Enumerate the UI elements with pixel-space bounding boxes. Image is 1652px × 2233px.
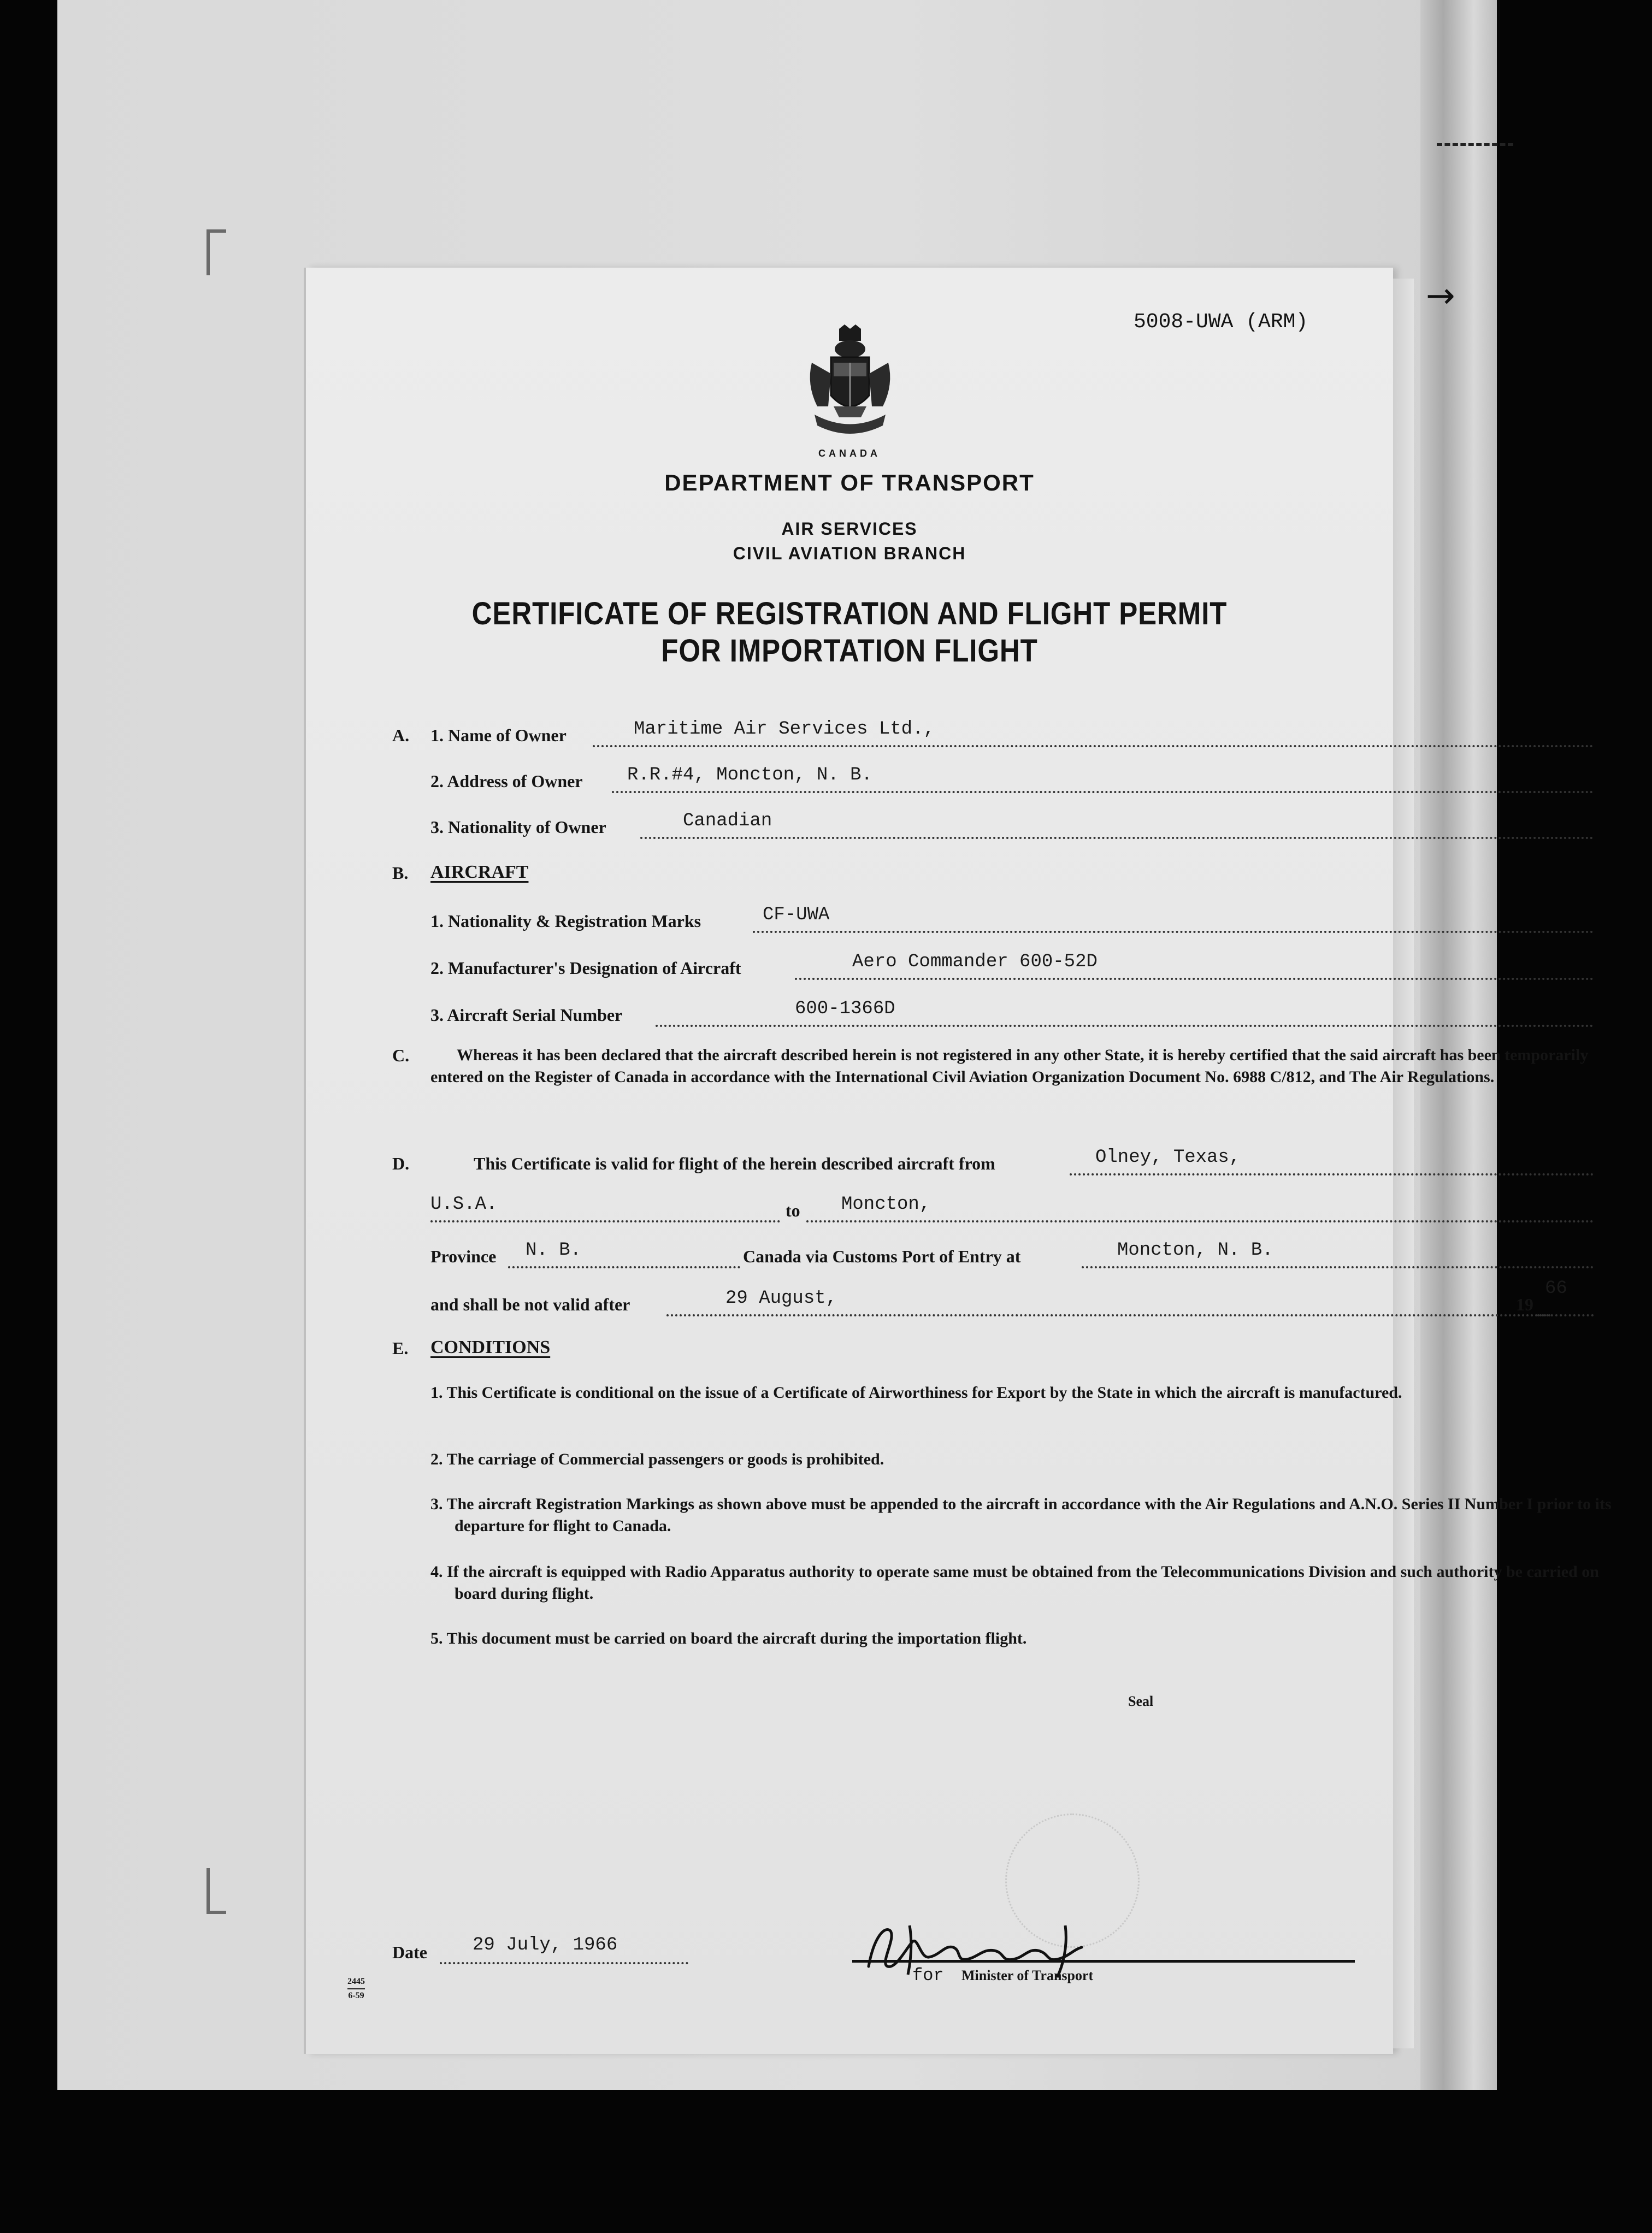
minister-label: Minister of Transport — [961, 1968, 1094, 1983]
coat-of-arms-icon — [801, 324, 899, 445]
form-number-revision: 6-59 — [348, 1991, 364, 2000]
date-value: 29 July, 1966 — [473, 1935, 618, 1956]
from-place-value: Olney, Texas, — [1095, 1147, 1241, 1168]
customs-port-label: Canada via Customs Port of Entry at — [743, 1247, 1021, 1266]
aircraft-designation-value: Aero Commander 600-52D — [852, 952, 1098, 972]
section-b-letter: B. — [392, 863, 409, 883]
declaration-paragraph: Whereas it has been declared that the aircraft described herein is not registered in any other State, it is hereby certified that the said aircraft has been temporarily entered on the Register of Canada in accordance with the International Civil Aviation Organization Document No. 6988 C/812, and The Air Regulations. — [430, 1046, 1589, 1086]
conditions-heading: CONDITIONS — [430, 1337, 551, 1357]
section-a-letter: A. — [392, 725, 410, 745]
valid-flight-label: This Certificate is valid for flight of the herein described aircraft from — [474, 1154, 995, 1173]
seal-label: Seal — [1128, 1693, 1154, 1709]
owner-name-label: 1. Name of Owner — [430, 725, 567, 745]
crop-mark-top — [206, 229, 226, 275]
dashed-rule — [1437, 143, 1513, 146]
serial-number-label: 3. Aircraft Serial Number — [430, 1005, 623, 1025]
crop-mark-bottom — [206, 1868, 226, 1914]
document-title-line2: FOR IMPORTATION FLIGHT — [661, 633, 1038, 669]
section-d-letter: D. — [392, 1154, 410, 1173]
department-name: DEPARTMENT OF TRANSPORT — [664, 470, 1035, 495]
expiry-label: and shall be not valid after — [430, 1295, 630, 1314]
owner-address-value: R.R.#4, Moncton, N. B. — [627, 765, 872, 785]
certificate-page — [306, 268, 1612, 2054]
to-place-value: Moncton, — [841, 1194, 931, 1215]
signature-line — [852, 1960, 1355, 1963]
serial-number-value: 600-1366D — [795, 999, 895, 1019]
from-country-value: U.S.A. — [430, 1194, 498, 1215]
document-title-line1: CERTIFICATE OF REGISTRATION AND FLIGHT PERMIT — [471, 596, 1228, 631]
aircraft-heading: AIRCRAFT — [430, 862, 529, 882]
branch-name: CIVIL AVIATION BRANCH — [733, 544, 966, 563]
condition-item: 4. If the aircraft is equipped with Radio Apparatus authority to operate same must be obtained from the Telecommunications Division and such authority be carried on board during flight. — [430, 1563, 1599, 1603]
registration-marks-value: CF-UWA — [763, 905, 830, 925]
condition-item: 3. The aircraft Registration Markings as shown above must be appended to the aircraft in accordance with the Air Regulations and A.N.O. Series II Number I prior to its departure for flight to Canada. — [430, 1495, 1612, 1535]
owner-nationality-value: Canadian — [683, 811, 772, 831]
section-e-letter: E. — [392, 1338, 409, 1358]
date-label: Date — [392, 1942, 427, 1962]
condition-item: 1. This Certificate is conditional on the issue of a Certificate of Airworthiness for Export by the State in which the aircraft is manufactured. — [430, 1384, 1402, 1402]
for-label: for — [912, 1965, 944, 1986]
expiry-year-value: 66 — [1545, 1278, 1567, 1299]
condition-item: 5. This document must be carried on board the aircraft during the importation flight. — [430, 1629, 1027, 1647]
arrow-icon: → — [1426, 276, 1455, 316]
service-name: AIR SERVICES — [781, 519, 918, 539]
registration-marks-fill-line — [753, 907, 1594, 933]
crest-caption: CANADA — [818, 448, 881, 459]
owner-nationality-label: 3. Nationality of Owner — [430, 817, 606, 837]
condition-item: 2. The carriage of Commercial passengers or goods is prohibited. — [430, 1450, 884, 1468]
expiry-date-value: 29 August, — [725, 1288, 837, 1309]
owner-nationality-fill-line — [640, 813, 1594, 839]
form-number-divider — [347, 1988, 365, 1989]
section-c-letter: C. — [392, 1045, 410, 1065]
to-label: to — [786, 1201, 800, 1220]
owner-address-label: 2. Address of Owner — [430, 771, 583, 791]
province-value: N. B. — [526, 1240, 582, 1261]
form-number-code: 2445 — [347, 1977, 365, 1986]
expiry-year-prefix: 19 — [1516, 1295, 1533, 1314]
registration-marks-label: 1. Nationality & Registration Marks — [430, 911, 701, 931]
aircraft-designation-label: 2. Manufacturer's Designation of Aircraft — [430, 958, 741, 978]
reference-number: 5008-UWA (ARM) — [1134, 310, 1308, 334]
customs-port-value: Moncton, N. B. — [1117, 1240, 1273, 1261]
owner-name-value: Maritime Air Services Ltd., — [634, 719, 935, 740]
form-number — [347, 1976, 365, 2001]
province-label: Province — [430, 1247, 497, 1266]
